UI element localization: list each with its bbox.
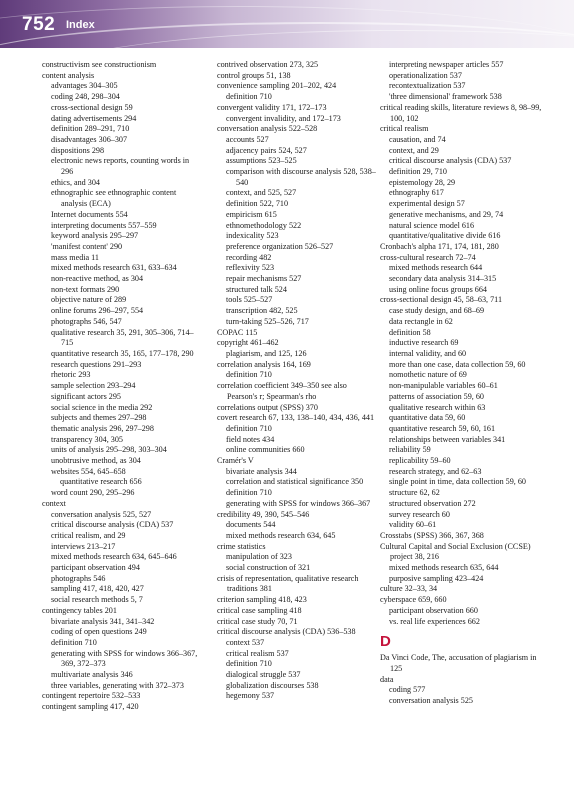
index-subentry: turn-taking 525–526, 717 [226,316,309,326]
index-entry: context [42,498,66,508]
index-entry: critical case study 70, 71 [217,616,298,626]
index-subentry: cross-sectional design 59 [51,102,133,112]
index-subentry: definition 710 [51,637,97,647]
index-subentry: conversation analysis 525, 527 [51,509,152,519]
index-subentry: definition 710 [226,423,272,433]
index-subentry: sampling 417, 418, 420, 427 [51,584,144,594]
index-subentry: assumptions 523–525 [226,156,297,166]
index-entry: credibility 49, 390, 545–546 [217,509,310,519]
index-subentry: natural science model 616 [389,220,475,230]
index-subentry: 'manifest content' 290 [51,241,123,251]
index-subentry: definition 289–291, 710 [51,124,130,134]
index-subentry: interviews 213–217 [51,541,116,551]
index-subentry: mixed methods research 635, 644 [389,563,499,573]
index-subentry: conversation analysis 525 [389,696,473,706]
index-subentry: quantitative research 35, 165, 177–178, 290 [51,348,194,358]
index-entry: cross-cultural research 72–74 [380,252,476,262]
index-entry: Cultural Capital and Social Exclusion (CCSE) project 38, 216 [380,541,531,562]
index-subentry: definition 710 [226,488,272,498]
index-subentry: data rectangle in 62 [389,316,453,326]
index-subentry: reliability 59 [389,445,431,455]
index-subentry: qualitative research 35, 291, 305–306, 714–715 [51,327,194,348]
index-subentry: ethnography 617 [389,188,444,198]
page-number: 752 [22,14,56,35]
index-subentry: disadvantages 306–307 [51,134,128,144]
index-subentry: secondary data analysis 314–315 [389,274,497,284]
index-subentry: hegemony 537 [226,691,275,701]
index-subentry: coding 577 [389,685,426,695]
index-subentry: recontextualization 537 [389,81,466,91]
index-entry: data [380,674,394,684]
index-subentry: ethnographic see ethnographic content analysis (ECA) [51,188,177,209]
index-column-2 [217,60,377,702]
index-subentry: photographs 546 [51,573,106,583]
index-subentry: unobtrusive method, as 304 [51,456,141,466]
index-subentry: units of analysis 295–298, 303–304 [51,445,167,455]
index-subentry: ethics, and 304 [51,177,100,187]
index-subentry: generating with SPSS for windows 366–367, 369, 372–373 [51,648,198,669]
index-entry: COPAC 115 [217,327,258,337]
index-subentry: context, and 525, 527 [226,188,297,198]
index-subentry: internal validity, and 60 [389,348,467,358]
index-subentry: definition 29, 710 [389,167,447,177]
index-entry: conversation analysis 522–528 [217,124,318,134]
index-entry: critical realism [380,124,429,134]
index-subentry: social research methods 5, 7 [51,595,143,605]
index-entry: Da Vinci Code, The, accusation of plagiarism in 125 [380,653,537,673]
index-subentry: adjacency pairs 524, 527 [226,145,307,155]
index-subentry: vs. real life experiences 662 [389,616,480,626]
index-entry: critical case sampling 418 [217,605,302,615]
index-subentry: convergent invalidity, and 172–173 [226,113,341,123]
index-subentry: using online focus groups 664 [389,284,487,294]
index-subentry: empiricism 615 [226,209,277,219]
index-subentry: manipulation of 323 [226,552,292,562]
index-subentry: objective nature of 289 [51,295,127,305]
section-letter: D [380,633,391,651]
index-subentry: significant actors 295 [51,391,121,401]
index-subentry: electronic news reports, counting words in 296 [51,156,190,177]
index-subentry: quantitative research 59, 60, 161 [389,423,496,433]
index-subentry: coding 248, 298–304 [51,92,120,102]
index-subentry: 'three dimensional' framework 538 [389,92,502,102]
index-subentry: ethnomethodology 522 [226,220,302,230]
index-entry: contingent sampling 417, 420 [42,702,139,712]
index-subentry: generating with SPSS for windows 366–367 [226,498,371,508]
index-subentry: definition 58 [389,327,431,337]
index-subentry: mixed methods research 634, 645 [226,530,336,540]
index-entry: content analysis [42,70,95,80]
index-entry: criterion sampling 418, 423 [217,595,307,605]
index-subentry: interpreting newspaper articles 557 [389,60,504,69]
index-subentry: comparison with discourse analysis 528, 538–540 [226,167,376,187]
index-subentry: mixed methods research 634, 645–646 [51,552,177,562]
index-subentry: critical realism 537 [226,648,289,658]
index-subentry: case study design, and 68–69 [389,306,485,316]
index-subentry: reflexivity 523 [226,263,275,273]
index-column-3 [380,60,548,707]
index-subentry: dispositions 298 [51,145,105,155]
index-subentry: participant observation 494 [51,563,140,573]
index-entry: constructivism see constructionism [42,60,157,69]
index-subentry: quantitative research 656 [60,477,142,487]
index-subentry: critical discourse analysis (CDA) 537 [389,156,512,166]
index-subentry: globalization discourses 538 [226,680,319,690]
index-subentry: critical discourse analysis (CDA) 537 [51,520,174,530]
index-subentry: non-manipulable variables 60–61 [389,381,498,391]
index-entry: crime statistics [217,541,266,551]
index-subentry: research questions 291–293 [51,359,142,369]
index-subentry: websites 554, 645–658 [51,466,126,476]
index-subentry: generative mechanisms, and 29, 74 [389,209,504,219]
index-subentry: subjects and themes 297–298 [51,413,147,423]
index-subentry: definition 710 [226,659,272,669]
index-subentry: non-text formats 290 [51,284,120,294]
index-subentry: transparency 304, 305 [51,434,123,444]
index-subentry: repair mechanisms 527 [226,274,302,284]
index-subentry: online forums 296–297, 554 [51,306,144,316]
index-entry: cross-sectional design 45, 58–63, 711 [380,295,503,305]
index-subentry: word count 290, 295–296 [51,488,135,498]
index-entry: crisis of representation, qualitative research traditions 381 [217,573,359,594]
index-subentry: context 537 [226,637,265,647]
index-column-1 [42,60,202,713]
index-subentry: inductive research 69 [389,338,459,348]
index-subentry: structured observation 272 [389,498,476,508]
index-subentry: preference organization 526–527 [226,241,334,251]
index-subentry: qualitative research within 63 [389,402,486,412]
index-subentry: social science in the media 292 [51,402,153,412]
index-subentry: plagiarism, and 125, 126 [226,348,307,358]
index-subentry: mixed methods research 644 [389,263,483,273]
index-subentry: coding of open questions 249 [51,627,147,637]
index-subentry: participant observation 660 [389,605,478,615]
index-subentry: dialogical struggle 537 [226,670,301,680]
index-subentry: structured talk 524 [226,284,287,294]
index-subentry: social construction of 321 [226,563,311,573]
index-subentry: advantages 304–305 [51,81,118,91]
index-subentry: interpreting documents 557–559 [51,220,157,230]
index-entry: critical reading skills, literature reviews 8, 98–99, 100, 102 [380,102,542,123]
index-subentry: operationalization 537 [389,70,462,80]
index-subentry: Internet documents 554 [51,209,128,219]
index-subentry: survey research 60 [389,509,450,519]
page-header [0,0,574,48]
index-entry: Cronbach's alpha 171, 174, 181, 280 [380,241,499,251]
index-subentry: mixed methods research 631, 633–634 [51,263,177,273]
index-subentry: replicability 59–60 [389,456,451,466]
index-subentry: multivariate analysis 346 [51,670,133,680]
index-entry: contingent repertoire 532–533 [42,691,141,701]
index-subentry: experimental design 57 [389,199,465,209]
index-subentry: rhetoric 293 [51,370,91,380]
index-subentry: patterns of association 59, 60 [389,391,484,401]
index-subentry: relationships between variables 341 [389,434,506,444]
index-subentry: validity 60–61 [389,520,437,530]
index-entry: culture 32–33, 34 [380,584,438,594]
index-subentry: purposive sampling 423–424 [389,573,484,583]
index-subentry: definition 710 [226,92,272,102]
index-subentry: definition 522, 710 [226,199,289,209]
index-entry: contrived observation 273, 325 [217,60,319,69]
index-entry: control groups 51, 138 [217,70,291,80]
index-entry: covert research 67, 133, 138–140, 434, 436, 441 [217,413,375,423]
index-subentry: sample selection 293–294 [51,381,136,391]
index-subentry: bivariate analysis 341, 341–342 [51,616,155,626]
index-subentry: tools 525–527 [226,295,273,305]
index-subentry: transcription 482, 525 [226,306,298,316]
index-entry: correlation coefficient 349–350 see also Pearson's r; Spearman's rho [217,381,347,401]
index-subentry: definition 710 [226,370,272,380]
index-subentry: more than one case, data collection 59, 60 [389,359,526,369]
index-subentry: accounts 527 [226,134,269,144]
index-subentry: photographs 546, 547 [51,316,122,326]
index-subentry: keyword analysis 295–297 [51,231,139,241]
index-entry: correlations output (SPSS) 370 [217,402,318,412]
index-entry: cyberspace 659, 660 [380,595,447,605]
index-entry: Crosstabs (SPSS) 366, 367, 368 [380,530,484,540]
index-entry: critical discourse analysis (CDA) 536–538 [217,627,356,637]
index-subentry: bivariate analysis 344 [226,466,297,476]
index-subentry: nomothetic nature of 69 [389,370,467,380]
index-subentry: structure 62, 62 [389,488,440,498]
index-subentry: epistemology 28, 29 [389,177,456,187]
index-entry: Cramér's V [217,456,254,466]
index-subentry: field notes 434 [226,434,275,444]
index-subentry: quantitative/qualitative divide 616 [389,231,501,241]
index-subentry: three variables, generating with 372–373 [51,680,184,690]
index-subentry: context, and 29 [389,145,439,155]
index-subentry: thematic analysis 296, 297–298 [51,423,154,433]
index-entry: contingency tables 201 [42,605,117,615]
index-subentry: quantitative data 59, 60 [389,413,466,423]
section-title: Index [66,19,95,31]
index-entry: copyright 461–462 [217,338,279,348]
index-subentry: non-reactive method, as 304 [51,274,144,284]
index-entry: correlation analysis 164, 169 [217,359,311,369]
index-subentry: critical realism, and 29 [51,530,126,540]
index-subentry: causation, and 74 [389,134,446,144]
index-subentry: recording 482 [226,252,272,262]
index-entry: convergent validity 171, 172–173 [217,102,327,112]
index-subentry: indexicality 523 [226,231,279,241]
index-subentry: dating advertisements 294 [51,113,137,123]
index-subentry: online communities 660 [226,445,305,455]
index-subentry: correlation and statistical significance 350 [226,477,364,487]
index-subentry: documents 544 [226,520,276,530]
index-subentry: mass media 11 [51,252,99,262]
index-subentry: single point in time, data collection 59, 60 [389,477,526,487]
index-subentry: research strategy, and 62–63 [389,466,482,476]
index-entry: convenience sampling 201–202, 424 [217,81,337,91]
